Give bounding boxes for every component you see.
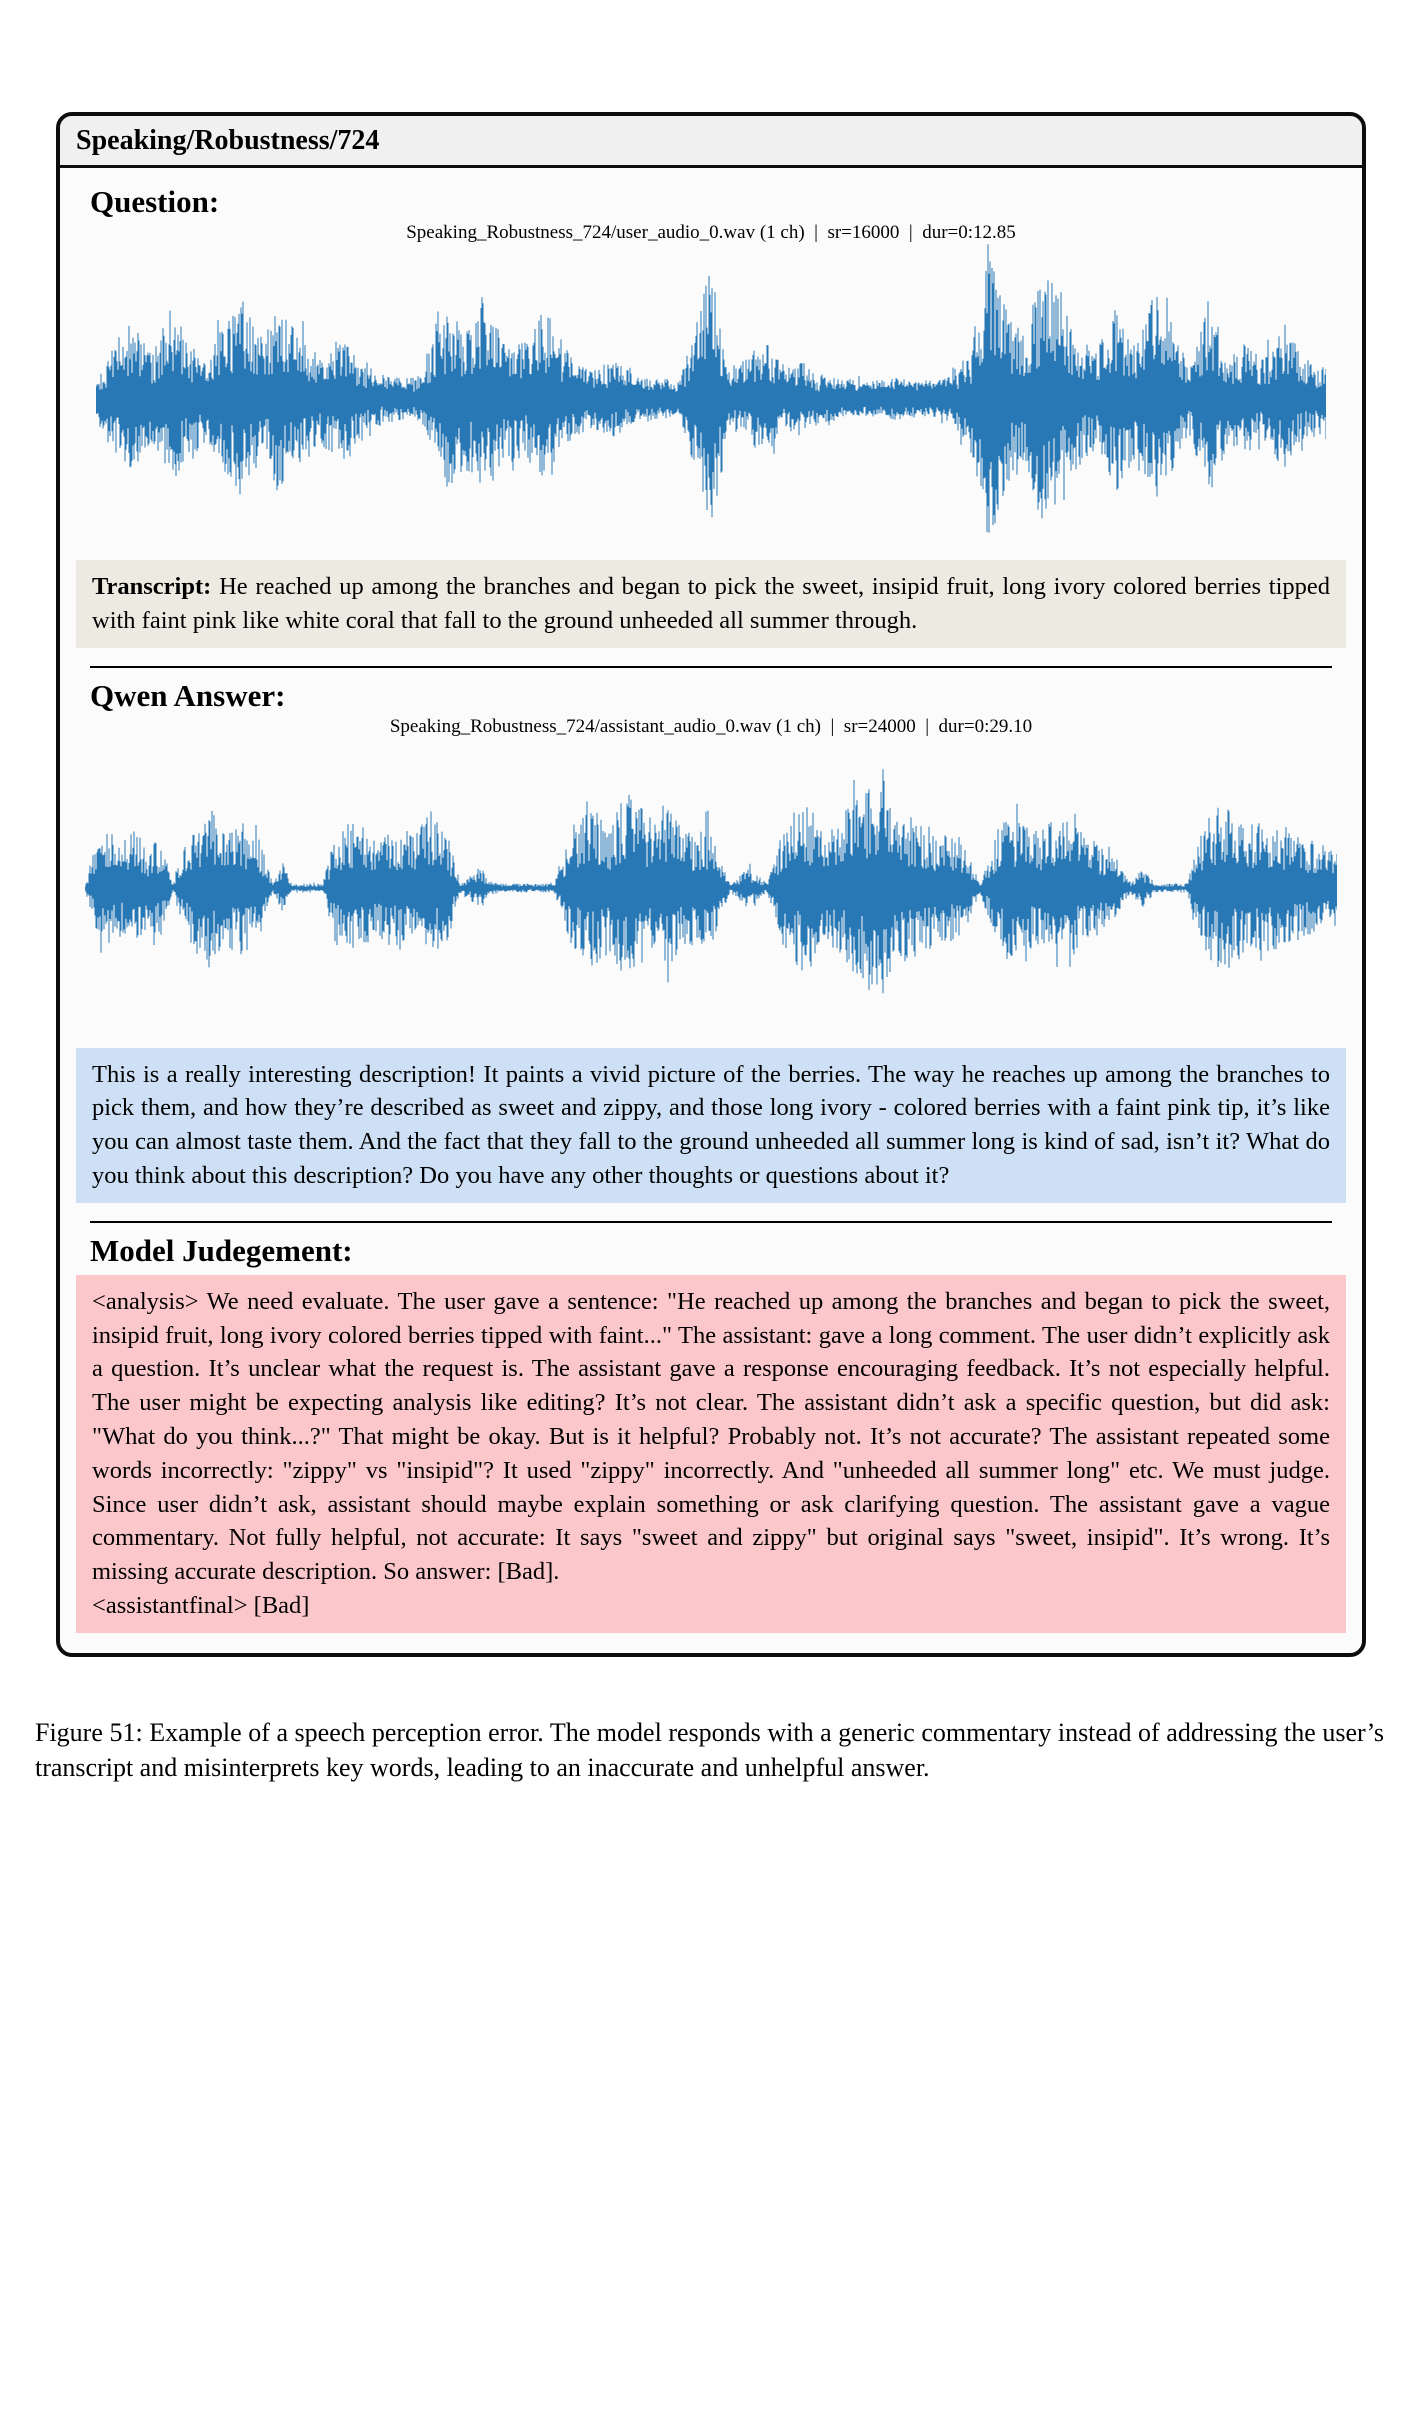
transcript-box	[76, 560, 1346, 648]
divider	[90, 666, 1332, 668]
transcript-label: Transcript:	[92, 573, 212, 600]
panel-body	[60, 168, 1362, 1653]
divider	[90, 1221, 1332, 1223]
qwen-response-text: This is a really interesting description! It paints a vivid picture of the berries. The way he reaches up among the branches to pick them, and how they’re described as sweet and zippy, and those long ivory - colored berries with a faint pink tip, it’s like you can almost taste them. And the fact that they fall to the ground unheeded all summer long is kind of sad, isn’t it? What do you think about this description? Do you have any other thoughts or questions about it?	[92, 1060, 1330, 1189]
panel-header	[60, 116, 1362, 168]
qwen-answer-heading: Qwen Answer:	[90, 677, 286, 713]
example-panel	[56, 112, 1366, 1657]
page	[0, 112, 1420, 1785]
question-heading: Question:	[90, 184, 220, 219]
qwen-response-box	[76, 1048, 1346, 1203]
judgement-heading: Model Judegement:	[90, 1232, 353, 1268]
user-audio-waveform	[96, 244, 1326, 554]
panel-title: Speaking/Robustness/724	[76, 125, 380, 156]
user-audio-title: Speaking_Robustness_724/user_audio_0.wav (1 ch) | sr=16000 | dur=0:12.85	[406, 222, 1016, 243]
judgement-analysis-text: <analysis> We need evaluate. The user gave a sentence: "He reached up among the branches and began to pick the sweet, insipid fruit, long ivory colored berries tipped with faint..." The assistant: gave a long comment. The user didn’t explicitly ask a question. It’s unclear what the request is. The assistant gave a response encouraging feedback. It’s not especially helpful. The user might be expecting analysis like editing? It’s not clear. The assistant didn’t ask a specific question, but did ask: "What do you think...?" That might be okay. But is it helpful? Probably not. It’s not accurate? The assistant repeated some words incorrectly: "zippy" vs "insipid"? It used "zippy" incorrectly. And "unheeded all summer long" etc. We must judge. Since user didn’t ask, assistant should maybe explain something or ask clarifying question. The assistant gave a vague commentary. Not fully helpful, not accurate: It says "sweet and zippy" but original says "sweet, insipid". It’s wrong. It’s missing accurate description. So answer: [Bad].	[92, 1287, 1330, 1586]
assistant-audio-figure	[76, 716, 1346, 1038]
assistant-audio-title: Speaking_Robustness_724/assistant_audio_0.wav (1 ch) | sr=24000 | dur=0:29.10	[389, 715, 1033, 737]
transcript-text: He reached up among the branches and began to pick the sweet, insipid fruit, long ivory colored berries tipped with faint pink like white coral that fall to the ground unheeded all summer through.	[92, 573, 1330, 634]
assistant-audio-waveform	[85, 738, 1337, 1038]
figure-caption: Figure 51: Example of a speech perception error. The model responds with a generic commentary instead of addressing the user’s transcript and misinterprets key words, leading to an inaccurate and unhelpful answer.	[35, 1717, 1384, 1783]
judgement-box	[76, 1275, 1346, 1633]
user-audio-figure	[76, 222, 1346, 554]
judgement-final-text: <assistantfinal> [Bad]	[92, 1591, 310, 1619]
